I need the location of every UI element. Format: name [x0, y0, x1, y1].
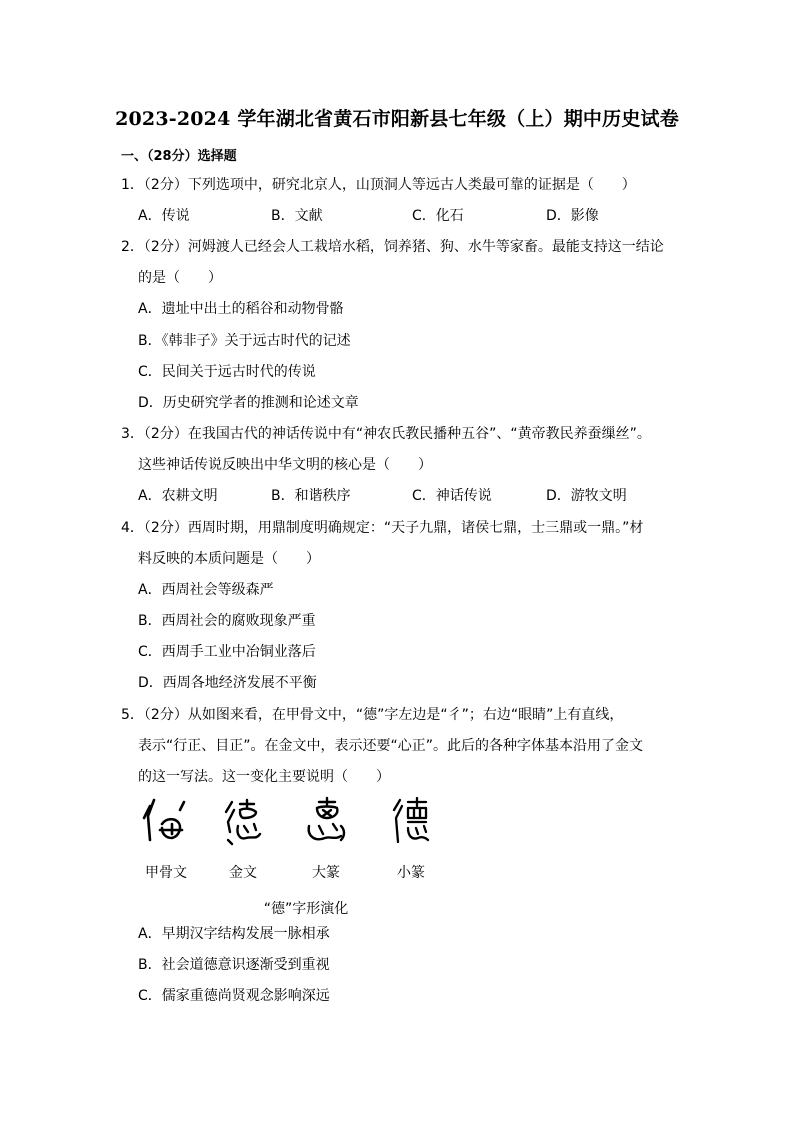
- figure-label-large-seal: 大篆: [312, 865, 340, 881]
- section-heading: 一、（28分）选择题: [121, 149, 237, 164]
- option-c: C．西周手工业中冶铜业落后: [138, 644, 316, 660]
- option-a: A．遗址中出土的稻谷和动物骨骼: [138, 301, 344, 317]
- bronze-script-glyph-image: [214, 796, 274, 848]
- question-1-text: 1．（2分）下列选项中，研究北京人，山顶洞人等远古人类最可靠的证据是（ ）: [121, 177, 636, 193]
- option-a: A．西周社会等级森严: [138, 582, 274, 598]
- question-2-text-cont: 的是（ ）: [138, 270, 222, 286]
- question-5-text-cont-2: 的这一写法。这一变化主要说明（ ）: [138, 769, 390, 785]
- option-d: D．西周各地经济发展不平衡: [138, 675, 317, 691]
- question-4-text: 4．（2分）西周时期，用鼎制度明确规定：“天子九鼎，诸侯七鼎，士三鼎或一鼎。”材: [121, 520, 644, 536]
- option-a: A．传说: [138, 208, 190, 224]
- oracle-bone-glyph-image: [136, 796, 196, 848]
- question-5-text-cont: 表示“行正、目正”。在金文中，表示还要“心正”。此后的各种字体基本沿用了金文: [138, 738, 644, 754]
- figure-caption: “德”字形演化: [263, 901, 349, 917]
- option-d: D．历史研究学者的推测和论述文章: [138, 395, 359, 411]
- question-5-text: 5．（2分）从如图来看，在甲骨文中，“德”字左边是“彳”；右边“眼睛”上有直线，: [121, 707, 624, 723]
- small-seal-glyph-image: [382, 796, 442, 848]
- option-d: D．游牧文明: [546, 488, 627, 504]
- question-3-text: 3．（2分）在我国古代的神话传说中有“神农氏教民播种五谷”、“黄帝教民养蚕缫丝”。: [121, 426, 651, 442]
- option-c: C．神话传说: [412, 488, 492, 504]
- option-b: B．《韩非子》关于远古时代的记述: [138, 333, 351, 349]
- option-c: C．儒家重德尚贤观念影响深远: [138, 988, 330, 1004]
- large-seal-glyph-image: [297, 796, 357, 848]
- question-3-text-cont: 这些神话传说反映出中华文明的核心是（ ）: [138, 457, 432, 473]
- option-d: D．影像: [546, 208, 599, 224]
- question-4-text-cont: 料反映的本质问题是（ ）: [138, 551, 320, 567]
- option-c: C．化石: [412, 208, 464, 224]
- option-c: C．民间关于远古时代的传说: [138, 364, 316, 380]
- option-b: B．西周社会的腐败现象严重: [138, 613, 316, 629]
- figure-label-bronze-script: 金文: [229, 865, 257, 881]
- figure-label-oracle-bone: 甲骨文: [145, 865, 187, 881]
- question-2-text: 2．（2分）河姆渡人已经会人工栽培水稻，饲养猪、狗、水牛等家畜。最能支持这一结论: [121, 239, 664, 255]
- option-a: A．农耕文明: [138, 488, 218, 504]
- page-title: 2023-2024 学年湖北省黄石市阳新县七年级（上）期中历史试卷: [115, 108, 679, 130]
- option-a: A．早期汉字结构发展一脉相承: [138, 926, 330, 942]
- option-b: B．和谐秩序: [271, 488, 351, 504]
- option-b: B．文献: [271, 208, 323, 224]
- figure-label-small-seal: 小篆: [397, 865, 425, 881]
- option-b: B．社会道德意识逐渐受到重视: [138, 957, 330, 973]
